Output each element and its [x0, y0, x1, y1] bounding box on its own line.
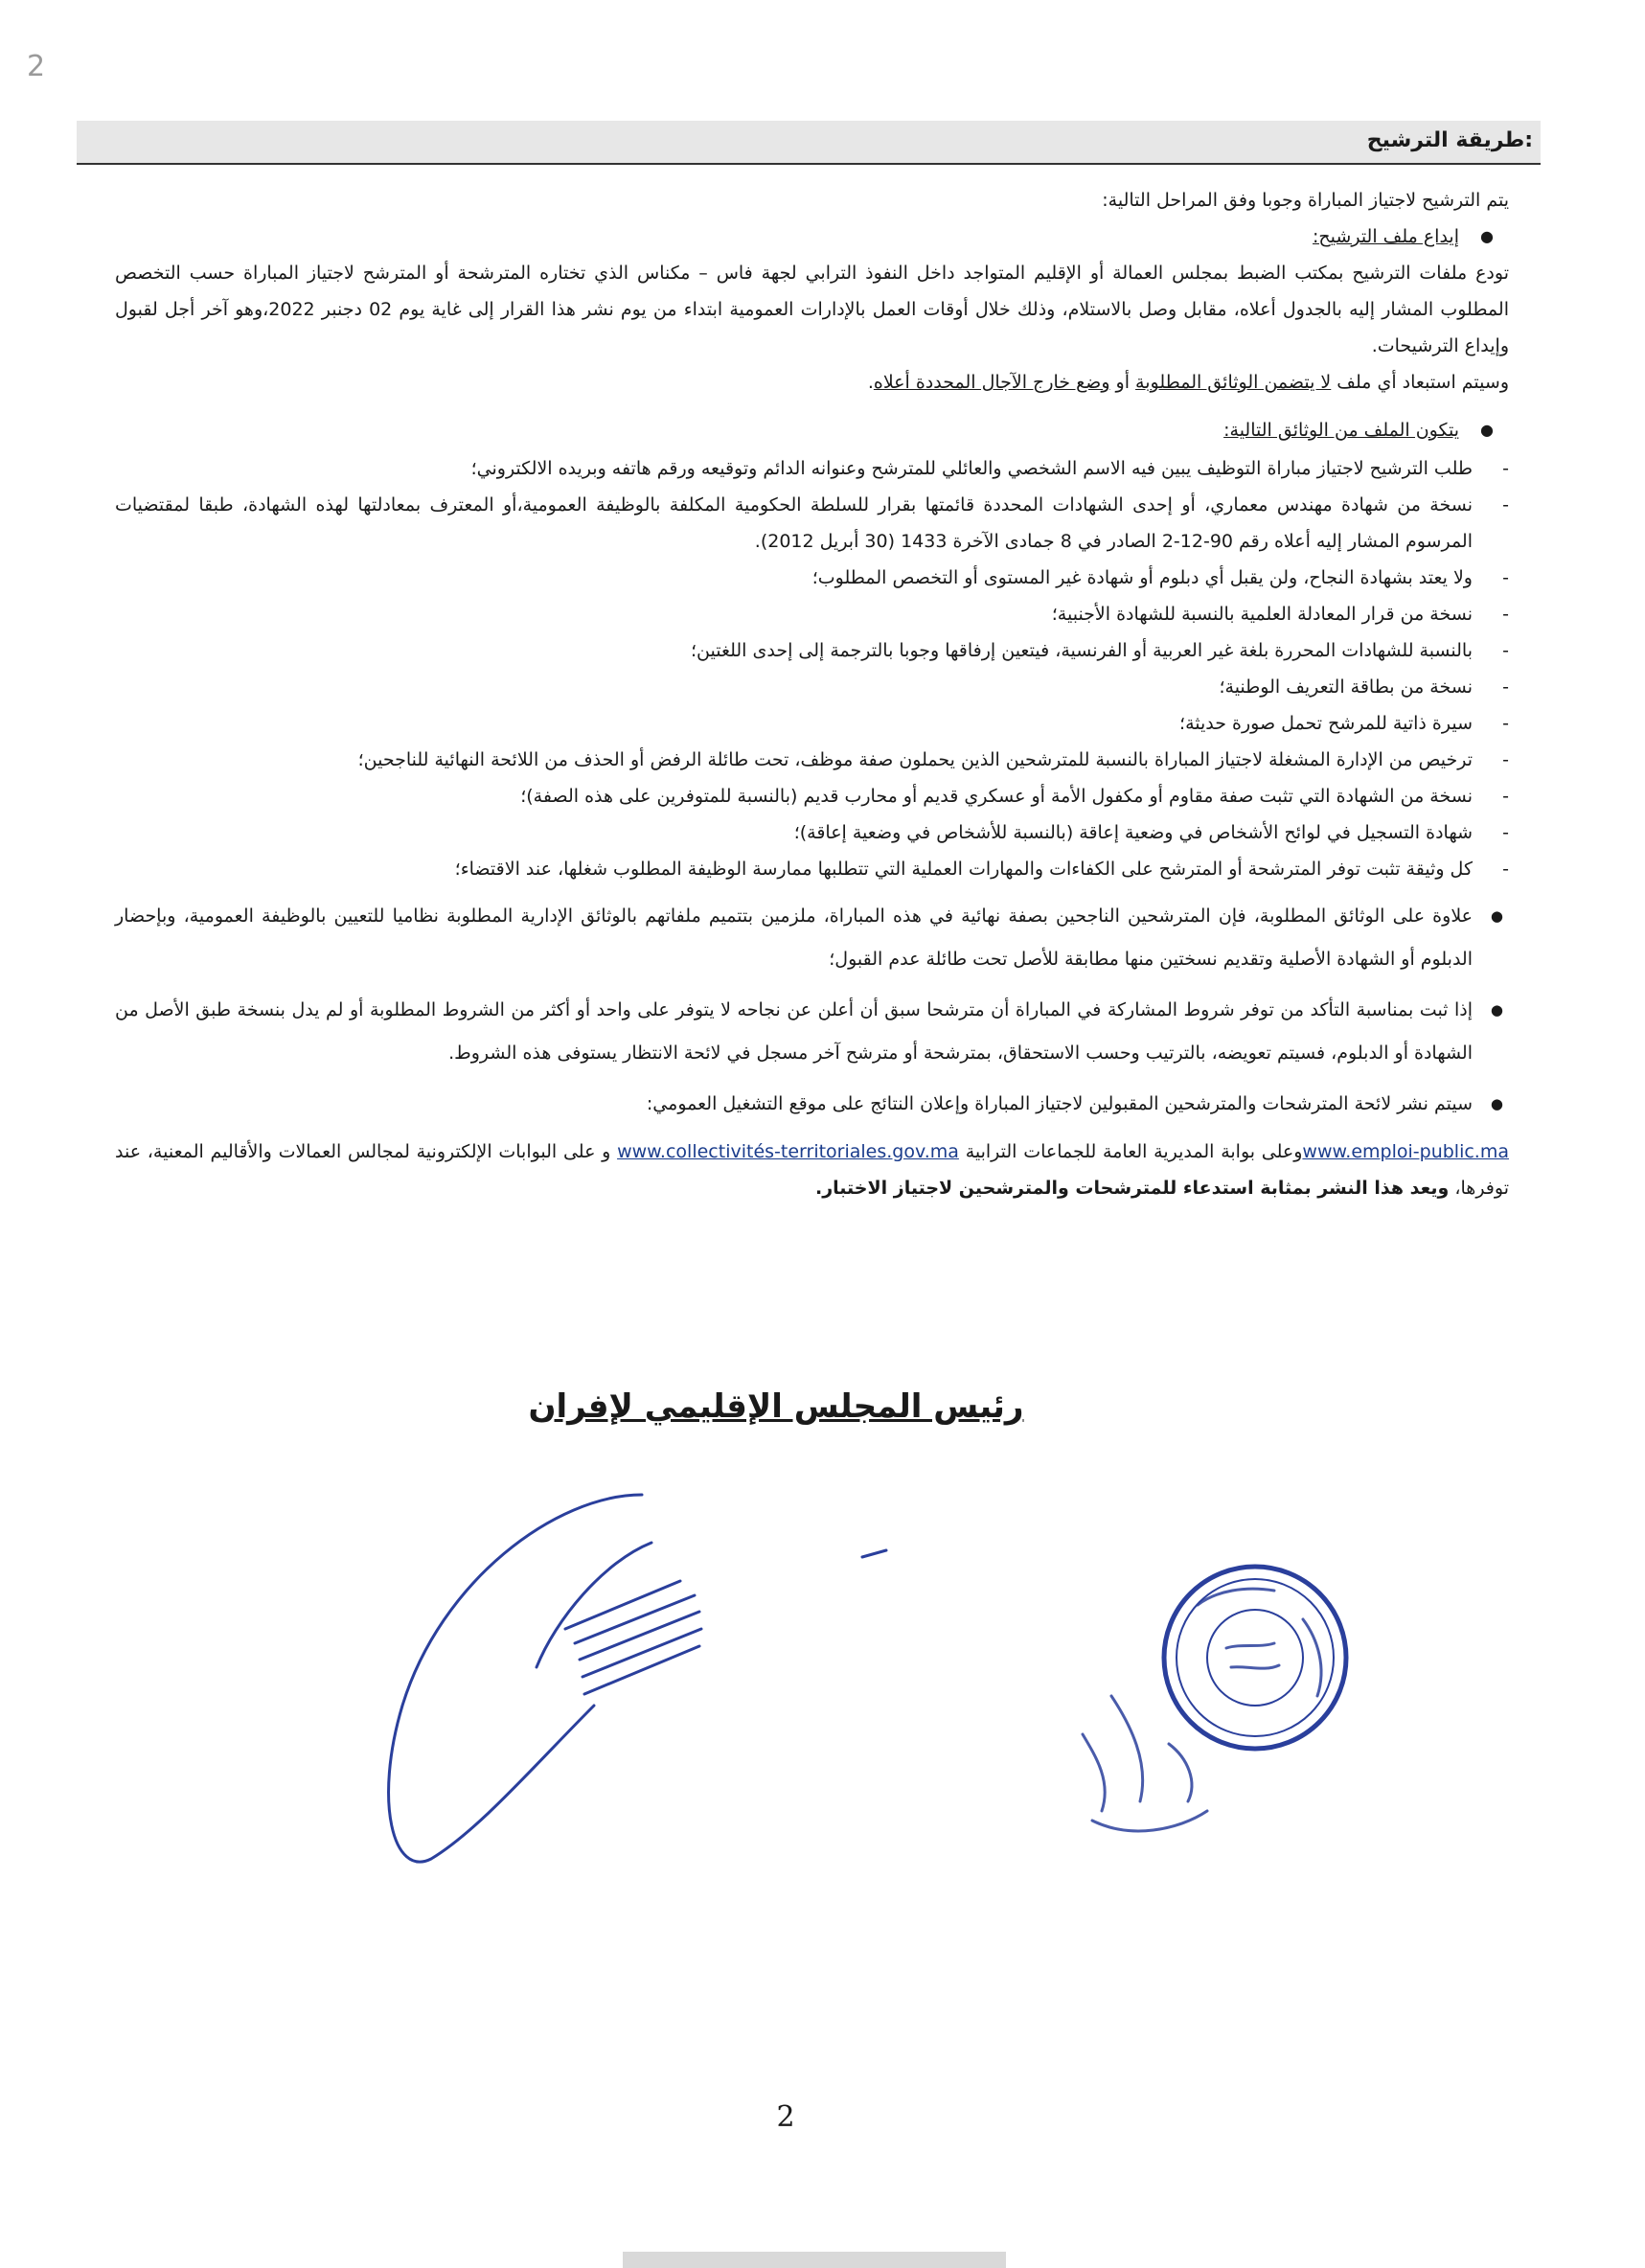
publication-bold: ويعد هذا النشر بمثابة استدعاء للمترشحات والمترشحين لاجتياز الاختبار. — [814, 1178, 1450, 1199]
list-item: - سيرة ذاتية للمرشح تحمل صورة حديثة؛ — [115, 705, 1473, 742]
exclusion-late: وضع خارج الآجال المحددة أعلاه — [873, 372, 1110, 393]
list-item: - كل وثيقة تثبت توفر المترشحة أو المترشح على الكفاءات والمهارات العملية التي تتطلبها ممارسة الوظيفة المطلوب شغلها، عند الاقتضاء؛ — [115, 851, 1473, 887]
exclusion-prefix: وسيتم استبعاد أي ملف — [1331, 372, 1509, 393]
list-item: ● إذا ثبت بمناسبة التأكد من توفر شروط المشاركة في المباراة أن مترشحا سبق أن أعلن عن نجاحه لا يتوفر على واحد أو أكثر من الشروط المطلوبة أو لم يدل بنسخة طبق الأصل من الشهادة أو الدبلوم، فسيتم تعويضه، بالترتيب وحسب الاستحقاق، بمترشحة أو مترشح آخر مسجل في لائحة الانتظار يستوفى هذه الشروط. — [115, 989, 1473, 1075]
list-item: - نسخة من شهادة مهندس معماري، أو إحدى الشهادات المحددة قائمتها بقرار للسلطة الحكومية المكلفة بالوظيفة العمومية،أو المعترف بمعادلتها لهذه الشهادة، طبقا لمقتضيات المرسوم المشار إليه أعلاه رقم 90-12-2 الصادر في 8 جمادى الآخرة 1433 (30 أبريل 2012). — [115, 487, 1473, 560]
exclusion-end: . — [867, 372, 874, 393]
list-item: - طلب الترشيح لاجتياز مباراة التوظيف يبين فيه الاسم الشخصي والعائلي للمترشح وعنوانه الدائم وتوقيعه ورقم هاتفه وبريده الالكتروني؛ — [115, 450, 1473, 487]
exclusion-missing-docs: لا يتضمن الوثائق المطلوبة — [1135, 372, 1332, 393]
handwritten-signature — [364, 1476, 958, 1916]
scan-edge-strip — [623, 2252, 1006, 2268]
deposit-title: ● إيداع ملف الترشيح: — [115, 218, 1459, 255]
collectivites-link[interactable]: www.collectivités-territoriales.gov.ma — [617, 1141, 959, 1162]
exclusion-mid: أو — [1109, 372, 1136, 393]
publication-text-2: و على البوابات الإلكترونية لمجالس العمالات والأقاليم المعنية، عند توفرها، — [115, 1141, 1509, 1199]
emploi-public-link[interactable]: www.emploi-public.ma — [1302, 1141, 1509, 1162]
list-item: - نسخة من الشهادة التي تثبت صفة مقاوم أو مكفول الأمة أو عسكري قديم أو محارب قديم (بالنسبة للمتوفرين على هذه الصفة)؛ — [115, 778, 1473, 814]
publication-text — [115, 1134, 1509, 1206]
signatory-title: رئيس المجلس الإقليمي لإفران — [528, 1387, 1024, 1426]
section-header-bar — [77, 121, 1541, 165]
list-item: - نسخة من قرار المعادلة العلمية بالنسبة للشهادة الأجنبية؛ — [115, 596, 1473, 632]
publication-text-1: وعلى بوابة المديرية العامة للجماعات الترابية — [958, 1141, 1303, 1162]
list-item: - ترخيص من الإدارة المشغلة لاجتياز المباراة بالنسبة للمترشحين الذين يحملون صفة موظف، تحت طائلة الرفض أو الحذف من اللائحة النهائية للناجحين؛ — [115, 742, 1473, 778]
page-number: 2 — [776, 2100, 795, 2134]
documents-list — [115, 450, 1509, 887]
list-item: ● علاوة على الوثائق المطلوبة، فإن المترشحين الناجحين بصفة نهائية في هذه المباراة، ملزمين بتتميم ملفاتهم بالوثائق الإدارية المطلوبة نظاميا للتعيين بالوظيفة العمومية، وبإحضار الدبلوم أو الشهادة الأصلية وتقديم نسختين منها مطابقة للأصل تحت طائلة عدم القبول؛ — [115, 895, 1473, 981]
section-title: طريقة الترشيح: — [1366, 128, 1533, 152]
notes-list — [115, 895, 1509, 1126]
corner-page-mark: 2 — [27, 50, 46, 83]
document-body — [115, 182, 1509, 1206]
list-item: ● سيتم نشر لائحة المترشحات والمترشحين المقبولين لاجتياز المباراة وإعلان النتائج على موقع التشغيل العمومي: — [115, 1083, 1473, 1126]
official-stamp — [1054, 1552, 1360, 1859]
documents-title: ● يتكون الملف من الوثائق التالية: — [115, 412, 1459, 448]
deposit-text: تودع ملفات الترشيح بمكتب الضبط بمجلس العمالة أو الإقليم المتواجد داخل النفوذ الترابي لجهة فاس – مكناس الذي تختاره المترشحة أو المترشح لاجتياز المباراة حسب التخصص المطلوب المشار إليه بالجدول أعلاه، مقابل وصل بالاستلام، وذلك خلال أوقات العمل بالإدارات العمومية ابتداء من يوم نشر هذا القرار إلى غاية يوم 02 دجنبر 2022،وهو آخر أجل لقبول وإيداع الترشيحات. — [115, 263, 1509, 356]
list-item: - بالنسبة للشهادات المحررة بلغة غير العربية أو الفرنسية، فيتعين إرفاقها وجوبا بالترجمة إلى إحدى اللغتين؛ — [115, 632, 1473, 669]
exclusion-text — [115, 364, 1509, 401]
list-item: - نسخة من بطاقة التعريف الوطنية؛ — [115, 669, 1473, 705]
intro-text: يتم الترشيح لاجتياز المباراة وجوبا وفق المراحل التالية: — [1102, 190, 1509, 211]
list-item: - ولا يعتد بشهادة النجاح، ولن يقبل أي دبلوم أو شهادة غير المستوى أو التخصص المطلوب؛ — [115, 560, 1473, 596]
list-item: - شهادة التسجيل في لوائح الأشخاص في وضعية إعاقة (بالنسبة للأشخاص في وضعية إعاقة)؛ — [115, 814, 1473, 851]
